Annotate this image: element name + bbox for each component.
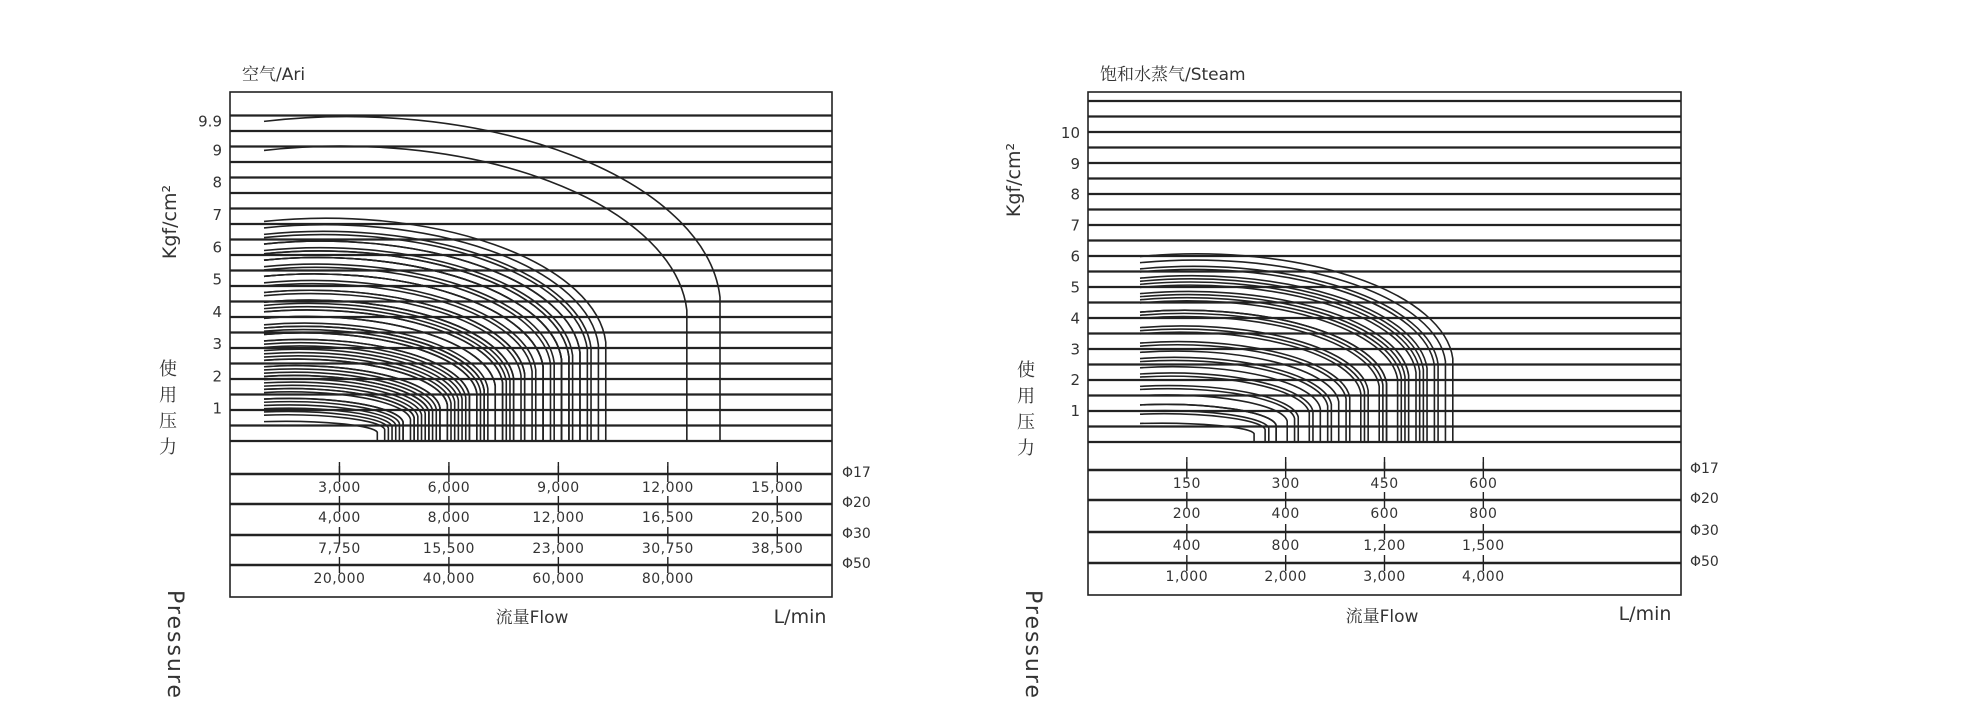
- x-tick-label: 600: [1370, 506, 1399, 522]
- y-tick-label: 5: [1070, 278, 1080, 297]
- x-tick-label: 9,000: [537, 480, 580, 496]
- y-tick-label: 4: [212, 302, 222, 321]
- pipe-size-label: Φ17: [842, 465, 871, 481]
- x-tick-label: 20,500: [751, 510, 804, 526]
- y-tick-label: 1: [1070, 402, 1080, 421]
- x-tick-label: 30,750: [641, 541, 694, 557]
- y-axis-unit: Kgf/cm²: [1003, 142, 1025, 218]
- y-axis-cn-char: 压: [159, 411, 177, 432]
- y-tick-label: 2: [1070, 371, 1080, 390]
- x-tick-label: 3,000: [1363, 569, 1406, 585]
- x-tick-label: 450: [1370, 476, 1399, 492]
- x-tick-label: 400: [1271, 506, 1300, 522]
- y-axis-unit: Kgf/cm²: [159, 184, 181, 260]
- chart-title: 饱和水蒸气/Steam: [1100, 65, 1246, 85]
- x-tick-label: 2,000: [1264, 569, 1307, 585]
- x-tick-label: 7,750: [318, 541, 361, 557]
- x-tick-label: 16,500: [641, 510, 694, 526]
- air-flow-chart: [159, 65, 871, 700]
- y-axis-cn-char: 力: [159, 437, 177, 458]
- y-axis-cn-char: 用: [1017, 386, 1035, 407]
- y-tick-label: 9: [1070, 154, 1080, 173]
- y-axis-cn-char: 力: [1017, 438, 1035, 459]
- x-axis-unit: L/min: [773, 606, 827, 628]
- x-tick-label: 6,000: [427, 480, 471, 496]
- x-tick-label: 800: [1271, 538, 1300, 554]
- y-axis-cn-char: 使: [1017, 360, 1035, 381]
- x-tick-label: 1,200: [1363, 538, 1406, 554]
- x-tick-label: 8,000: [427, 510, 471, 526]
- pipe-size-label: Φ20: [842, 495, 871, 511]
- x-tick-label: 200: [1172, 506, 1201, 522]
- x-tick-label: 20,000: [313, 571, 366, 587]
- y-axis-pressure-label: Pressure: [162, 590, 187, 700]
- y-axis-cn-char: 压: [1017, 412, 1035, 433]
- x-tick-label: 1,000: [1165, 569, 1209, 585]
- x-tick-label: 40,000: [422, 571, 475, 587]
- flow-curve-0-0: [264, 421, 377, 441]
- y-axis-cn-char: 使: [159, 359, 177, 380]
- x-tick-label: 12,000: [532, 510, 585, 526]
- x-tick-label: 1,500: [1462, 538, 1505, 554]
- y-tick-label: 1: [212, 399, 222, 418]
- y-tick-label: 7: [212, 206, 222, 224]
- y-tick-label: 7: [1070, 216, 1080, 235]
- pipe-size-label: Φ20: [1690, 491, 1719, 507]
- x-axis-label: 流量Flow: [1345, 607, 1419, 627]
- x-tick-label: 3,000: [318, 480, 361, 496]
- x-tick-label: 300: [1271, 476, 1300, 492]
- y-tick-label: 6: [212, 238, 222, 257]
- pipe-size-label: Φ50: [1690, 554, 1719, 570]
- x-tick-label: 150: [1172, 476, 1201, 492]
- y-tick-label: 8: [1070, 185, 1080, 204]
- x-tick-label: 80,000: [641, 571, 694, 587]
- x-tick-label: 15,000: [751, 480, 804, 496]
- y-tick-label: 2: [212, 367, 222, 386]
- pipe-size-label: Φ17: [1690, 461, 1719, 477]
- x-axis-label: 流量Flow: [495, 608, 569, 628]
- x-tick-label: 4,000: [318, 510, 361, 526]
- y-tick-label: 4: [1070, 309, 1080, 328]
- x-tick-label: 600: [1469, 476, 1498, 492]
- y-axis-cn-char: 用: [159, 385, 177, 406]
- y-tick-label: 9: [212, 141, 222, 160]
- x-axis-unit: L/min: [1618, 603, 1672, 625]
- x-tick-label: 400: [1172, 538, 1201, 554]
- pipe-size-label: Φ30: [842, 526, 871, 542]
- x-tick-label: 23,000: [532, 541, 585, 557]
- x-tick-label: 800: [1469, 506, 1498, 522]
- x-tick-label: 12,000: [641, 480, 694, 496]
- y-tick-label: 5: [212, 270, 222, 289]
- y-tick-label: 3: [212, 335, 222, 354]
- pipe-size-label: Φ30: [1690, 523, 1719, 539]
- chart-title: 空气/Ari: [242, 65, 306, 85]
- x-tick-label: 4,000: [1462, 569, 1505, 585]
- y-tick-label: 9.9: [198, 112, 222, 131]
- x-tick-label: 15,500: [422, 541, 475, 557]
- y-tick-label: 8: [212, 173, 222, 192]
- steam-flow-chart: [1003, 65, 1719, 700]
- x-tick-label: 60,000: [532, 571, 585, 587]
- y-tick-label: 10: [1060, 123, 1080, 142]
- y-tick-label: 6: [1070, 247, 1080, 266]
- y-tick-label: 3: [1070, 340, 1080, 359]
- y-axis-pressure-label: Pressure: [1020, 590, 1045, 700]
- x-tick-label: 38,500: [751, 541, 804, 557]
- pipe-size-label: Φ50: [842, 556, 871, 572]
